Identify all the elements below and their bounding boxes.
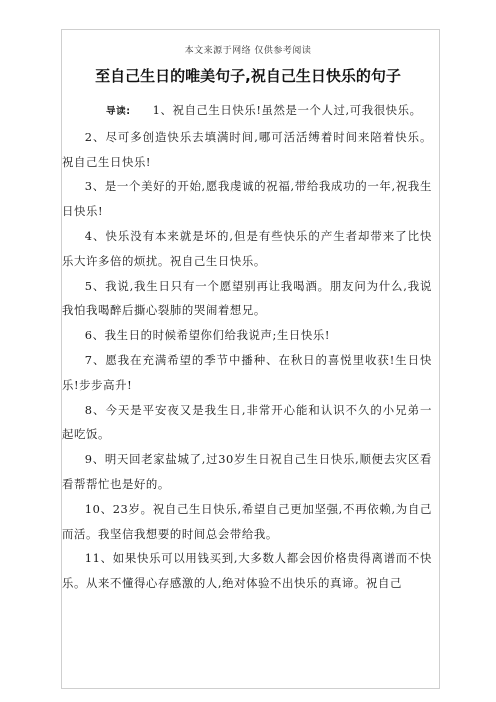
intro-paragraph xyxy=(62,98,432,125)
intro-text: 1、祝自己生日快乐!虽然是一个人过,可我很快乐。 xyxy=(152,103,422,117)
source-note: 本文来源于网络 仅供参考阅读 xyxy=(184,46,312,56)
paragraph-9: 9、明天回老家盐城了,过30岁生日祝自己生日快乐,顺便去灾区看看帮帮忙也是好的。 xyxy=(62,452,432,491)
paragraph-4: 4、快乐没有本来就是坏的,但是有些快乐的产生者却带来了比快乐大许多倍的烦扰。祝自己生日快乐。 xyxy=(62,228,432,268)
paragraph-5: 5、我说,我生日只有一个愿望别再让我喝酒。朋友问为什么,我说我怕我喝醉后撕心裂肺的哭闹着想兄。 xyxy=(62,278,432,318)
paragraph-8: 8、今天是平安夜又是我生日,非常开心能和认识不久的小兄弟一起吃饭。 xyxy=(62,402,432,442)
paragraph-6: 6、我生日的时候希望你们给我说声;生日快乐! xyxy=(84,328,331,343)
paragraph-11: 11、如果快乐可以用钱买到,大多数人都会因价格贵得离谱而不快乐。从来不懂得心存感激的人,绝对体验不出快乐的真谛。祝自己 xyxy=(62,551,432,591)
intro-label: 导读: xyxy=(106,106,131,117)
paragraph-10: 10、23岁。祝自己生日快乐,希望自己更加坚强,不再依赖,为自己而活。我坚信我想要的时间总会带给我。 xyxy=(62,501,432,541)
paragraph-3: 3、是一个美好的开始,愿我虔诚的祝福,带给我成功的一年,祝我生日快乐! xyxy=(62,179,432,219)
document-title: 至自己生日的唯美句子,祝自己生日快乐的句子 xyxy=(95,67,401,85)
paragraph-7: 7、愿我在充满希望的季节中播种、在秋日的喜悦里收获!生日快乐!步步高升! xyxy=(62,352,432,392)
paragraph-2: 2、尽可多创造快乐去填满时间,哪可活活缚着时间来陪着快乐。祝自己生日快乐! xyxy=(62,129,432,169)
article-body xyxy=(62,98,432,596)
